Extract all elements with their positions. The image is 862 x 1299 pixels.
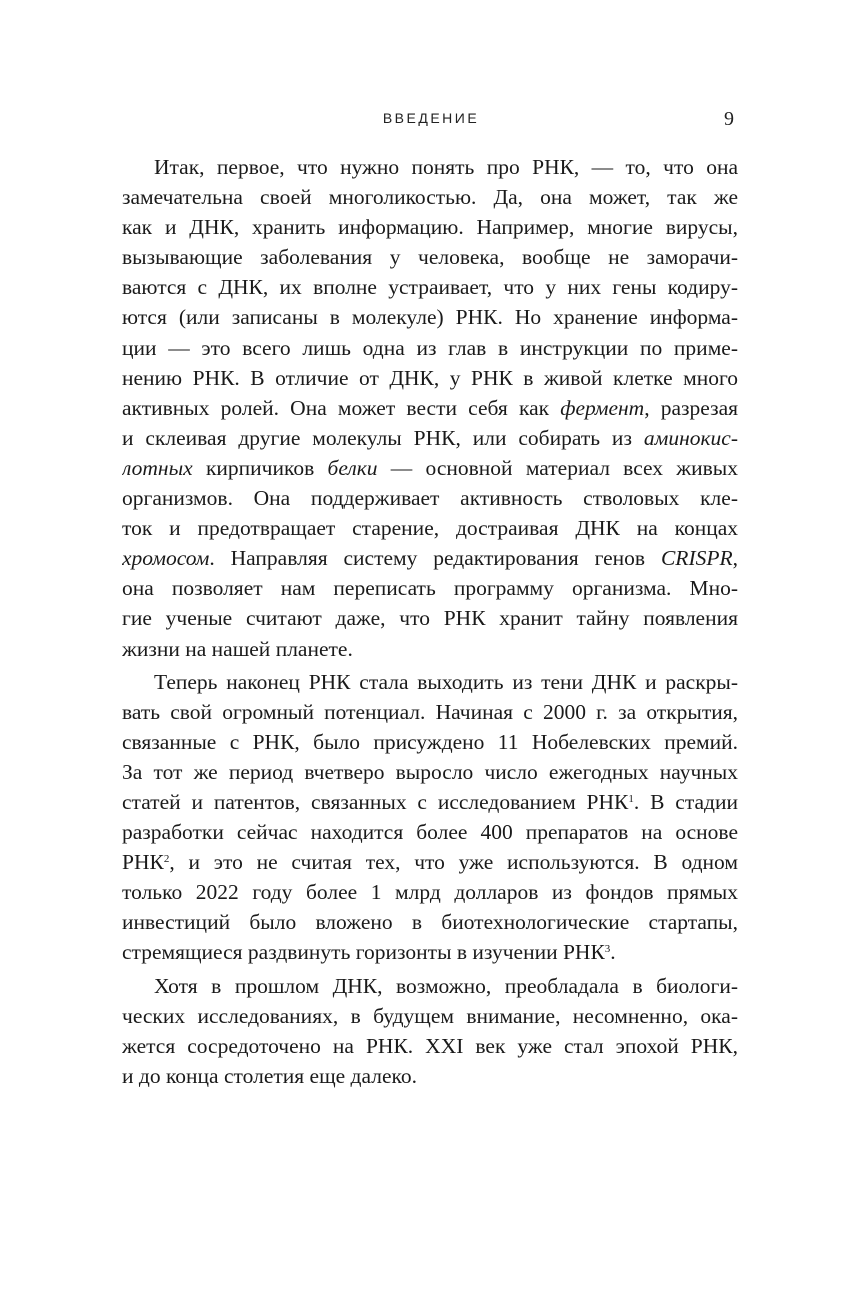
italic-term: фермент xyxy=(560,395,645,420)
text-line: и склеивая другие молекулы РНК, или собирать из аминокис- xyxy=(122,425,738,450)
text-line: как и ДНК, хранить информацию. Например, многие вирусы, xyxy=(122,215,738,240)
text-line: инвестиций было вложено в биотехнологические стартапы, xyxy=(122,910,738,935)
text-line: нению РНК. В отличие от ДНК, у РНК в живой клетке много xyxy=(122,365,738,390)
text-line: только 2022 году более 1 млрд долларов из фондов прямых xyxy=(122,880,738,905)
text-line: жизни на нашей планете. xyxy=(122,636,353,661)
text-line: РНК$^2$, и это не считая тех, что уже используются. В одном xyxy=(122,850,738,875)
italic-term: CRISPR xyxy=(660,546,733,571)
italic-term: лотных xyxy=(122,455,193,480)
text-line: активных ролей. Она может вести себя как фермент, разрезая xyxy=(122,395,738,420)
text-line: ются (или записаны в молекуле) РНК. Но хранение информа- xyxy=(122,305,738,330)
text-line: ток и предотвращает старение, достраивая ДНК на концах xyxy=(122,516,738,541)
italic-term: хромосом xyxy=(122,546,210,571)
paragraph xyxy=(122,667,738,968)
footnote-ref[interactable]: 1 xyxy=(628,792,634,805)
paragraph xyxy=(122,152,738,664)
footnote-ref[interactable]: 2 xyxy=(163,853,170,866)
text-line: За тот же период вчетверо выросло число ежегодных научных xyxy=(122,759,738,784)
text-line: статей и патентов, связанных с исследованием РНК$^1$. В стадии xyxy=(122,789,738,814)
text-line: стремящиеся раздвинуть горизонты в изучении РНК$^3$. xyxy=(122,940,616,965)
text-line: Итак, первое, что нужно понять про РНК, — то, что она xyxy=(154,155,738,179)
running-head-title: ВВЕДЕНИЕ xyxy=(382,110,480,126)
text-line: связанные с РНК, было присуждено 11 Нобелевских премий. xyxy=(122,729,738,754)
text-line: Хотя в прошлом ДНК, возможно, преобладала в биологи- xyxy=(154,973,738,998)
text-line: замечательна своей многоликостью. Да, она может, так же xyxy=(122,185,738,210)
italic-term: аминокис- xyxy=(643,425,738,450)
text-line: и до конца столетия еще далеко. xyxy=(122,1063,417,1088)
text-line: ции — это всего лишь одна из глав в инструкции по приме- xyxy=(122,335,738,360)
footnote-ref[interactable]: 3 xyxy=(604,943,611,956)
text-line: гие ученые считают даже, что РНК хранит тайну появления xyxy=(122,606,738,631)
text-line: ваются с ДНК, их вполне устраивает, что у них гены кодиру- xyxy=(122,275,738,300)
page-number: 9 xyxy=(724,108,734,130)
text-line: разработки сейчас находится более 400 препаратов на основе xyxy=(122,820,738,845)
text-line: вать свой огромный потенциал. Начиная с 2000 г. за открытия, xyxy=(122,699,738,724)
paragraph xyxy=(122,971,738,1091)
text-line: Теперь наконец РНК стала выходить из тени ДНК и раскры- xyxy=(154,669,738,694)
italic-term: белки xyxy=(327,455,378,480)
text-line: она позволяет нам переписать программу организма. Мно- xyxy=(122,576,738,601)
text-line: организмов. Она поддерживает активность стволовых кле- xyxy=(122,486,738,511)
text-line: лотных кирпичиков белки — основной материал всех живых xyxy=(122,455,738,480)
text-line: вызывающие заболевания у человека, вообще не заморачи- xyxy=(122,245,738,270)
text-line: жется сосредоточено на РНК. XXI век уже стал эпохой РНК, xyxy=(122,1033,738,1058)
text-line: хромосом. Направляя систему редактирования генов CRISPR, xyxy=(122,546,738,571)
text-line: ческих исследованиях, в будущем внимание, несомненно, ока- xyxy=(122,1003,738,1028)
body-text xyxy=(122,152,738,1091)
